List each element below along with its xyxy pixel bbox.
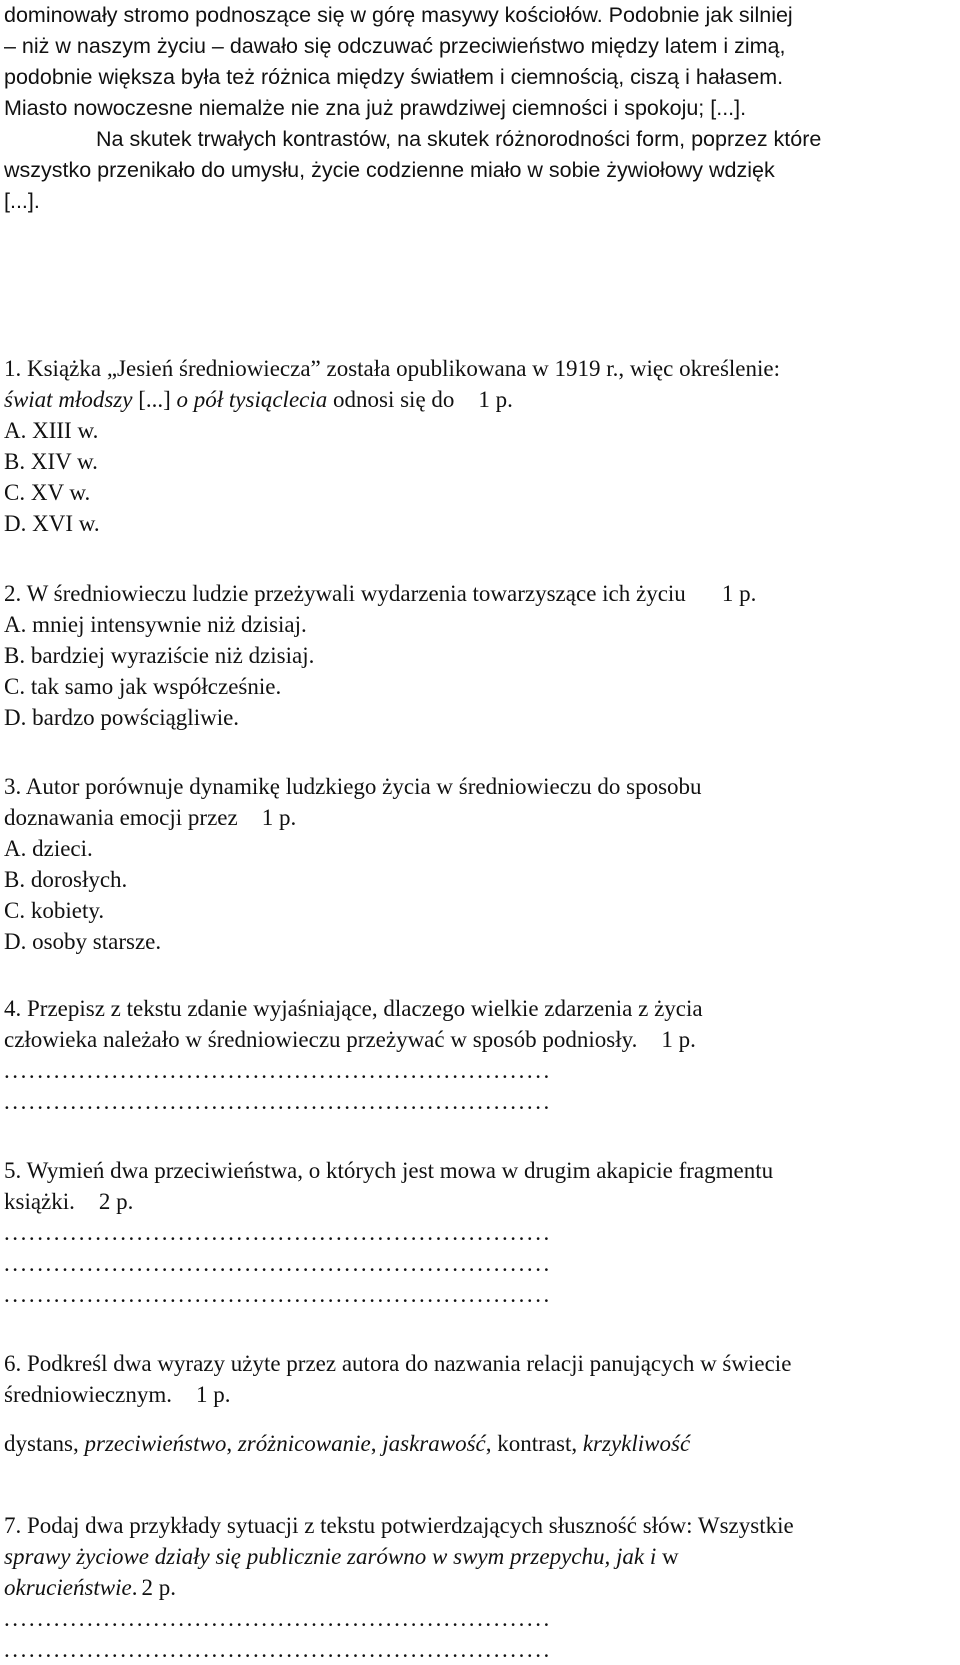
answer-option: B. bardziej wyraziście niż dzisiaj. xyxy=(4,643,315,668)
word-option[interactable]: przeciwieństwo xyxy=(84,1431,227,1456)
word-option[interactable]: krzykliwość xyxy=(582,1431,691,1456)
question-5 xyxy=(4,1155,952,1310)
excerpt xyxy=(4,0,952,217)
answer-option: C. XV w. xyxy=(4,480,91,505)
answer-dotted-line[interactable]: .................................................................. xyxy=(4,1251,552,1276)
answer-dotted-line[interactable]: .................................................................. xyxy=(4,1089,552,1114)
question-text: 5. Wymień dwa przeciwieństwa, o których jest mowa w drugim akapicie fragmentu xyxy=(4,1158,774,1183)
answer-dotted-line[interactable]: .................................................................. xyxy=(4,1058,552,1083)
question-text: doznawania emocji przez 1 p. xyxy=(4,805,297,830)
question-3 xyxy=(4,771,952,957)
word-list: dystans, przeciwieństwo, zróżnicowanie, jaskrawość, kontrast, krzykliwość xyxy=(4,1431,691,1456)
excerpt-line: – niż w naszym życiu – dawało się odczuwać przeciwieństwo między latem i zimą, xyxy=(4,34,786,58)
points-label: 1 p. xyxy=(195,1382,231,1407)
points-label: 1 p. xyxy=(661,1027,696,1052)
answer-option: A. dzieci. xyxy=(4,836,93,861)
question-text: książki. 2 p. xyxy=(4,1189,134,1214)
answer-option: A. XIII w. xyxy=(4,418,99,443)
word-option[interactable]: zróżnicowanie xyxy=(237,1431,371,1456)
excerpt-line: Na skutek trwałych kontrastów, na skutek różnorodności form, poprzez które xyxy=(96,127,822,151)
question-6 xyxy=(4,1348,952,1459)
question-text: człowieka należało w średniowieczu przeżywać w sposób podniosły. 1 p. xyxy=(4,1027,696,1052)
excerpt-line: [...]. xyxy=(4,189,40,213)
answer-option: D. osoby starsze. xyxy=(4,929,162,954)
answer-option: C. tak samo jak współcześnie. xyxy=(4,674,282,699)
word-option[interactable]: jaskrawość xyxy=(382,1431,486,1456)
word-option[interactable]: dystans xyxy=(4,1431,73,1456)
question-text: 2. W średniowieczu ludzie przeżywali wydarzenia towarzyszące ich życiu 1 p. xyxy=(4,581,757,606)
answer-option: C. kobiety. xyxy=(4,898,105,923)
word-option[interactable]: kontrast xyxy=(497,1431,572,1456)
answer-dotted-line[interactable]: .................................................................. xyxy=(4,1637,552,1662)
excerpt-line: podobnie większa była też różnica między światłem i ciemnością, ciszą i hałasem. xyxy=(4,65,784,89)
question-7 xyxy=(4,1510,952,1665)
answer-option: A. mniej intensywnie niż dzisiaj. xyxy=(4,612,307,637)
points-label: 1 p. xyxy=(721,581,757,606)
answer-dotted-line[interactable]: .................................................................. xyxy=(4,1282,552,1307)
answer-option: D. XVI w. xyxy=(4,511,100,536)
answer-option: B. XIV w. xyxy=(4,449,98,474)
question-1 xyxy=(4,353,952,539)
points-label: 1 p. xyxy=(478,387,513,412)
answer-option: B. dorosłych. xyxy=(4,867,128,892)
question-text: sprawy życiowe działy się publicznie zarówno w swym przepychu, jak i w xyxy=(4,1544,679,1569)
answer-option: D. bardzo powściągliwie. xyxy=(4,705,240,730)
excerpt-line: dominowały stromo podnoszące się w górę masywy kościołów. Podobnie jak silniej xyxy=(4,3,793,27)
question-text: 6. Podkreśl dwa wyrazy użyte przez autora do nazwania relacji panujących w świecie xyxy=(4,1351,792,1376)
answer-dotted-line[interactable]: .................................................................. xyxy=(4,1606,552,1631)
question-text: 4. Przepisz z tekstu zdanie wyjaśniające, dlaczego wielkie zdarzenia z życia xyxy=(4,996,703,1021)
question-text: 1. Książka „Jesień średniowiecza” została opublikowana w 1919 r., więc określenie: xyxy=(4,356,780,381)
question-text: 3. Autor porównuje dynamikę ludzkiego życia w średniowieczu do sposobu xyxy=(4,774,702,799)
points-label: 1 p. xyxy=(261,805,297,830)
answer-dotted-line[interactable]: .................................................................. xyxy=(4,1220,552,1245)
excerpt-line: wszystko przenikało do umysłu, życie codzienne miało w sobie żywiołowy wdzięk xyxy=(4,158,775,182)
question-4 xyxy=(4,993,952,1117)
question-text: okrucieństwie. 2 p. xyxy=(4,1575,176,1600)
points-label: 2 p. xyxy=(98,1189,134,1214)
excerpt-line: Miasto nowoczesne niemalże nie zna już prawdziwej ciemności i spokoju; [...]. xyxy=(4,96,747,120)
question-text: średniowiecznym. 1 p. xyxy=(4,1382,231,1407)
question-2 xyxy=(4,578,952,733)
points-label: 2 p. xyxy=(141,1575,176,1600)
question-text: 7. Podaj dwa przykłady sytuacji z tekstu potwierdzających słuszność słów: Wszystkie xyxy=(4,1513,794,1538)
question-text: świat młodszy [...] o pół tysiąclecia odnosi się do 1 p. xyxy=(4,387,513,412)
